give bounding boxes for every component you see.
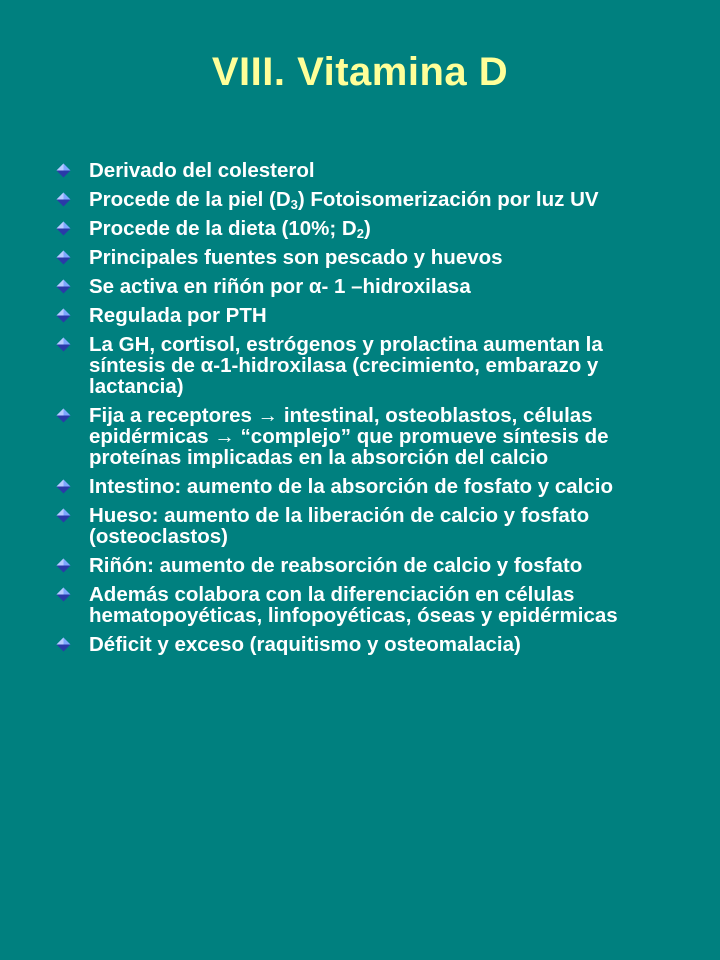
bullet-text: Se activa en riñón por α- 1 –hidroxilasa xyxy=(89,275,471,298)
bullet-text: Déficit y exceso (raquitismo y osteomalacia) xyxy=(89,633,521,656)
bullet-text-part: ) xyxy=(363,217,371,240)
bullet-text: Regulada por PTH xyxy=(89,304,267,327)
bullet-item xyxy=(56,555,681,576)
bullet-list xyxy=(56,160,681,663)
bullet-item xyxy=(56,405,681,468)
bullet-text xyxy=(89,188,599,211)
bullet-item xyxy=(56,160,681,181)
bullet-text: Intestino: aumento de la absorción de fosfato y calcio xyxy=(89,475,613,498)
bullet-item xyxy=(56,505,681,547)
bullet-text-part: Procede de la piel (D xyxy=(89,188,291,211)
bullet-text-part: Procede de la dieta (10%; D xyxy=(89,217,357,240)
bullet-item xyxy=(56,476,681,497)
bullet-text: La GH, cortisol, estrógenos y prolactina aumentan la síntesis de α-1-hidroxilasa (crecimiento, embarazo y lactancia) xyxy=(89,333,603,398)
bullet-item xyxy=(56,584,681,626)
bullet-text: Hueso: aumento de la liberación de calcio y fosfato (osteoclastos) xyxy=(89,504,590,548)
diamond-bullet-icon xyxy=(56,558,71,573)
diamond-bullet-icon xyxy=(56,637,71,652)
diamond-bullet-icon xyxy=(56,221,71,236)
bullet-text: Principales fuentes son pescado y huevos xyxy=(89,246,503,269)
bullet-item xyxy=(56,305,681,326)
bullet-item xyxy=(56,247,681,268)
bullet-text-part: ) Fotoisomerización por luz UV xyxy=(297,188,599,211)
diamond-bullet-icon xyxy=(56,308,71,323)
diamond-bullet-icon xyxy=(56,337,71,352)
diamond-bullet-icon xyxy=(56,163,71,178)
diamond-bullet-icon xyxy=(56,408,71,423)
bullet-item xyxy=(56,276,681,297)
diamond-bullet-icon xyxy=(56,250,71,265)
diamond-bullet-icon xyxy=(56,587,71,602)
diamond-bullet-icon xyxy=(56,479,71,494)
bullet-text: Riñón: aumento de reabsorción de calcio y fosfato xyxy=(89,554,583,577)
diamond-bullet-icon xyxy=(56,192,71,207)
diamond-bullet-icon xyxy=(56,508,71,523)
bullet-text xyxy=(89,217,371,240)
diamond-bullet-icon xyxy=(56,279,71,294)
bullet-text: Además colabora con la diferenciación en células hematopoyéticas, linfopoyéticas, óseas y epidérmicas xyxy=(89,583,618,627)
slide-title: VIII. Vitamina D xyxy=(211,50,509,94)
bullet-text: Derivado del colesterol xyxy=(89,159,315,182)
subscript: 2 xyxy=(356,226,364,241)
bullet-item xyxy=(56,218,681,239)
subscript: 3 xyxy=(290,197,298,212)
bullet-item xyxy=(56,634,681,655)
bullet-text: Fija a receptores → intestinal, osteoblastos, células epidérmicas → “complejo” que promueve síntesis de proteínas implicadas en la absorción del calcio xyxy=(89,404,609,469)
bullet-item xyxy=(56,334,681,397)
bullet-item xyxy=(56,189,681,210)
